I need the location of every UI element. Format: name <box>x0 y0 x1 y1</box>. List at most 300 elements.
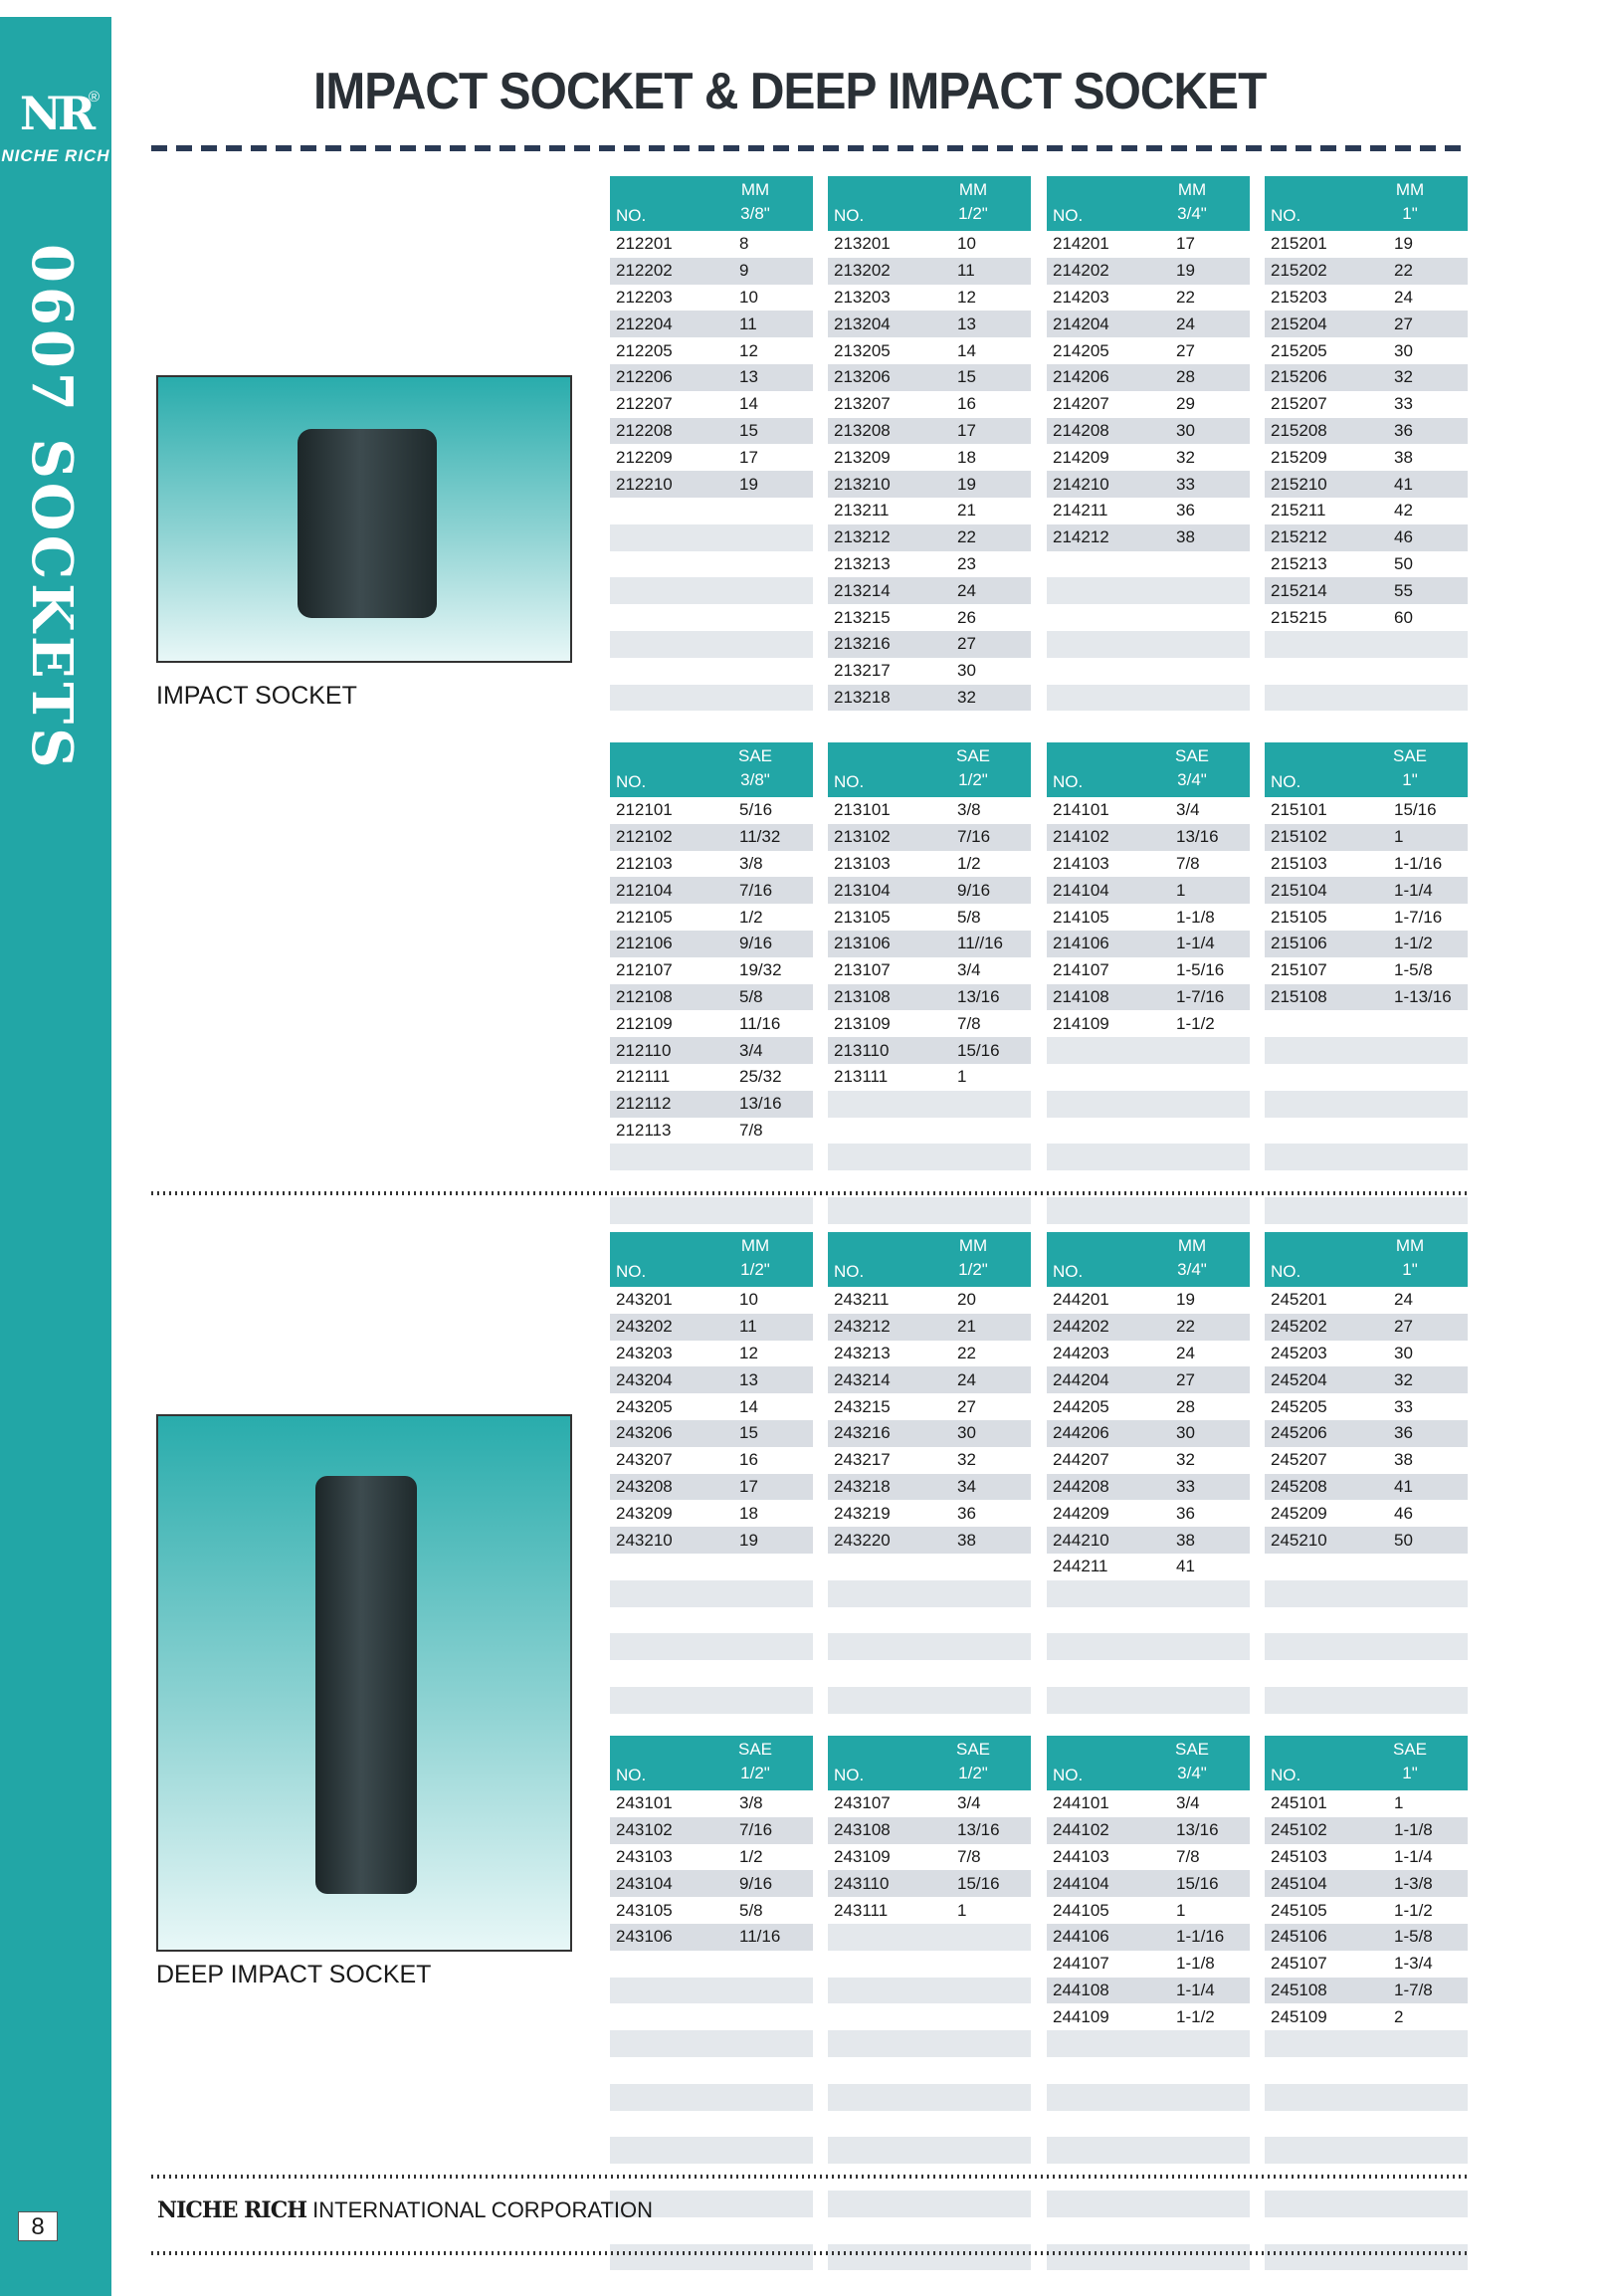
table-row <box>610 2084 813 2111</box>
part-number: 213215 <box>834 607 891 627</box>
socket-size: 17 <box>739 1476 758 1496</box>
table-row <box>610 2057 813 2084</box>
table-row <box>828 471 1031 498</box>
part-number: 215104 <box>1271 880 1327 900</box>
drive-size-label: 1" <box>1402 770 1418 789</box>
unit-label: SAE <box>1174 1740 1210 1759</box>
impact-socket-photo <box>156 375 572 663</box>
part-number: 213214 <box>834 580 891 600</box>
part-number: 215205 <box>1271 340 1327 360</box>
socket-size: 1-1/4 <box>1394 1846 1433 1866</box>
table-row <box>1047 285 1250 312</box>
table-row <box>610 1870 813 1897</box>
unit-label: SAE <box>955 746 991 765</box>
part-number: 243217 <box>834 1450 891 1470</box>
part-number: 244101 <box>1053 1793 1109 1813</box>
table-header <box>828 176 1031 231</box>
table-row <box>1265 984 1468 1011</box>
part-number: 245108 <box>1271 1980 1327 1999</box>
spec-table <box>610 742 813 1224</box>
table-row <box>828 1978 1031 2004</box>
socket-size: 32 <box>1394 1369 1413 1389</box>
spec-table <box>1265 1736 1468 2270</box>
table-row <box>828 1607 1031 1634</box>
socket-size: 1-1/8 <box>1176 907 1215 927</box>
table-row <box>828 984 1031 1011</box>
table-row <box>1047 1978 1250 2004</box>
table-row <box>828 1817 1031 1844</box>
table-header <box>610 1232 813 1287</box>
table-row <box>828 1660 1031 1687</box>
socket-size: 19 <box>1176 1290 1195 1310</box>
table-row <box>1047 1144 1250 1170</box>
part-number: 244102 <box>1053 1820 1109 1840</box>
part-number: 213217 <box>834 661 891 681</box>
table-row <box>828 1897 1031 1924</box>
socket-size: 38 <box>1176 527 1195 547</box>
table-row <box>610 1844 813 1871</box>
socket-size: 9 <box>739 261 749 281</box>
table-row <box>828 824 1031 851</box>
table-row <box>610 418 813 445</box>
socket-size: 13/16 <box>739 1094 782 1114</box>
table-row <box>1047 471 1250 498</box>
table-row <box>828 1474 1031 1501</box>
socket-size: 24 <box>957 1369 976 1389</box>
unit-label: MM <box>958 180 988 199</box>
part-number: 245204 <box>1271 1369 1327 1389</box>
part-number: 214101 <box>1053 800 1109 820</box>
table-row <box>1047 1687 1250 1714</box>
socket-size: 17 <box>1176 234 1195 254</box>
part-number: 214208 <box>1053 420 1109 440</box>
part-number: 243106 <box>616 1927 673 1947</box>
table-row <box>1047 824 1250 851</box>
unit-label: MM <box>958 1236 988 1255</box>
socket-size: 30 <box>1394 340 1413 360</box>
part-number: 215207 <box>1271 394 1327 414</box>
table-row <box>1265 1420 1468 1447</box>
table-row <box>1265 604 1468 631</box>
table-row <box>828 2111 1031 2138</box>
table-row <box>610 258 813 285</box>
table-row <box>1047 231 1250 258</box>
table-row <box>610 498 813 524</box>
table-row <box>1265 524 1468 551</box>
part-number: 213101 <box>834 800 891 820</box>
table-row <box>828 1447 1031 1474</box>
number-column-label: NO. <box>834 1262 865 1281</box>
part-number: 213104 <box>834 880 891 900</box>
part-number: 244203 <box>1053 1343 1109 1362</box>
table-row <box>610 2244 813 2271</box>
table-row <box>1265 1447 1468 1474</box>
table-row <box>828 1633 1031 1660</box>
table-row <box>1047 1580 1250 1607</box>
table-row <box>1047 2057 1250 2084</box>
spec-table <box>610 1232 813 1714</box>
table-row <box>1265 258 1468 285</box>
table-row <box>828 1393 1031 1420</box>
socket-size: 21 <box>957 501 976 521</box>
number-column-label: NO. <box>616 206 647 225</box>
table-row <box>610 1393 813 1420</box>
part-number: 214205 <box>1053 340 1109 360</box>
table-row <box>1047 1607 1250 1634</box>
table-row <box>1265 1500 1468 1527</box>
socket-size: 10 <box>739 287 758 307</box>
part-number: 213212 <box>834 527 891 547</box>
table-row <box>1047 1870 1250 1897</box>
socket-size: 15 <box>739 1423 758 1443</box>
table-header <box>1047 1736 1250 1790</box>
socket-size: 27 <box>957 1396 976 1416</box>
part-number: 245106 <box>1271 1927 1327 1947</box>
socket-size: 8 <box>739 234 749 254</box>
table-row <box>1047 577 1250 604</box>
table-row <box>1047 2030 1250 2057</box>
drive-size-label: 1/2" <box>958 770 988 789</box>
table-row <box>610 364 813 391</box>
table-row <box>1265 231 1468 258</box>
socket-size: 50 <box>1394 553 1413 573</box>
part-number: 213110 <box>834 1040 890 1060</box>
part-number: 214212 <box>1053 527 1109 547</box>
table-row <box>1265 904 1468 931</box>
drive-size-label: 1" <box>1402 1764 1418 1782</box>
socket-size: 38 <box>1394 1450 1413 1470</box>
socket-size: 1-5/16 <box>1176 960 1225 980</box>
table-row <box>828 1554 1031 1580</box>
part-number: 214102 <box>1053 827 1109 847</box>
table-row <box>1265 1118 1468 1145</box>
socket-size: 1-1/8 <box>1394 1820 1433 1840</box>
number-column-label: NO. <box>1053 1262 1084 1281</box>
table-row <box>828 1790 1031 1817</box>
socket-size: 11/32 <box>739 827 781 847</box>
title-divider <box>151 145 1468 151</box>
table-row <box>828 1170 1031 1197</box>
table-row <box>828 1580 1031 1607</box>
number-column-label: NO. <box>1053 772 1084 791</box>
socket-size: 11//16 <box>957 934 1004 953</box>
socket-size: 27 <box>957 634 976 654</box>
table-row <box>1265 1144 1468 1170</box>
part-number: 243212 <box>834 1317 891 1337</box>
part-number: 212208 <box>616 420 673 440</box>
table-row <box>828 1118 1031 1145</box>
socket-size: 7/8 <box>1176 1846 1200 1866</box>
table-row <box>610 877 813 904</box>
drive-size-label: 1/2" <box>958 204 988 223</box>
table-row <box>828 1844 1031 1871</box>
part-number: 243219 <box>834 1503 891 1523</box>
table-row <box>1265 577 1468 604</box>
table-row <box>1265 1951 1468 1978</box>
socket-size: 12 <box>957 287 976 307</box>
table-row <box>1265 1607 1468 1634</box>
socket-size: 5/8 <box>739 1900 763 1920</box>
part-number: 212209 <box>616 447 673 467</box>
table-row <box>1047 1660 1250 1687</box>
table-row <box>610 1527 813 1554</box>
socket-size: 32 <box>1176 447 1195 467</box>
table-row <box>610 1037 813 1064</box>
number-column-label: NO. <box>1053 206 1084 225</box>
part-number: 244208 <box>1053 1476 1109 1496</box>
socket-size: 20 <box>957 1290 976 1310</box>
table-row <box>1265 1341 1468 1367</box>
table-row <box>1047 957 1250 984</box>
part-number: 215202 <box>1271 261 1327 281</box>
part-number: 243105 <box>616 1900 673 1920</box>
socket-size: 3/4 <box>1176 800 1200 820</box>
table-row <box>610 604 813 631</box>
table-row <box>1265 2191 1468 2217</box>
footer-divider-bottom <box>151 2251 1468 2255</box>
number-column-label: NO. <box>616 1262 647 1281</box>
table-row <box>828 931 1031 957</box>
table-row <box>1047 524 1250 551</box>
table-row <box>1047 1924 1250 1951</box>
socket-size: 50 <box>1394 1530 1413 1550</box>
part-number: 214211 <box>1053 501 1108 521</box>
part-number: 243109 <box>834 1846 891 1866</box>
table-row <box>610 2137 813 2164</box>
table-row <box>1265 685 1468 712</box>
socket-size: 22 <box>1176 1317 1195 1337</box>
table-row <box>1047 258 1250 285</box>
table-row <box>610 1897 813 1924</box>
table-row <box>828 1091 1031 1118</box>
table-row <box>610 1580 813 1607</box>
table-row <box>1047 877 1250 904</box>
part-number: 244209 <box>1053 1503 1109 1523</box>
part-number: 244105 <box>1053 1900 1109 1920</box>
socket-size: 12 <box>739 340 758 360</box>
table-row <box>610 1554 813 1580</box>
table-row <box>610 391 813 418</box>
socket-size: 12 <box>739 1343 758 1362</box>
table-row <box>1265 1554 1468 1580</box>
table-header <box>828 742 1031 797</box>
table-row <box>1047 364 1250 391</box>
socket-size: 42 <box>1394 501 1413 521</box>
spec-table <box>610 1736 813 2270</box>
table-row <box>1047 1897 1250 1924</box>
table-row <box>610 685 813 712</box>
part-number: 212205 <box>616 340 673 360</box>
table-row <box>1047 2191 1250 2217</box>
part-number: 213204 <box>834 313 891 333</box>
footer-company-rest: INTERNATIONAL CORPORATION <box>312 2197 653 2222</box>
part-number: 212203 <box>616 287 673 307</box>
part-number: 243202 <box>616 1317 673 1337</box>
table-row <box>610 1420 813 1447</box>
socket-size: 33 <box>1176 1476 1195 1496</box>
table-row <box>1265 1527 1468 1554</box>
part-number: 243111 <box>834 1900 889 1920</box>
socket-size: 1 <box>1176 1900 1186 1920</box>
socket-size: 18 <box>957 447 976 467</box>
impact-socket-caption: IMPACT SOCKET <box>156 682 357 710</box>
page-title: IMPACT SOCKET & DEEP IMPACT SOCKET <box>313 63 1267 120</box>
part-number: 243102 <box>616 1820 673 1840</box>
part-number: 243213 <box>834 1343 891 1362</box>
socket-size: 19 <box>957 474 976 494</box>
part-number: 213213 <box>834 553 891 573</box>
part-number: 243209 <box>616 1503 673 1523</box>
table-row <box>828 391 1031 418</box>
part-number: 243210 <box>616 1530 673 1550</box>
table-row <box>828 685 1031 712</box>
socket-size: 15/16 <box>957 1040 1000 1060</box>
part-number: 243110 <box>834 1873 890 1893</box>
table-row <box>1047 1341 1250 1367</box>
part-number: 213201 <box>834 234 891 254</box>
number-column-label: NO. <box>1053 1766 1084 1784</box>
socket-size: 36 <box>1394 1423 1413 1443</box>
part-number: 243206 <box>616 1423 673 1443</box>
part-number: 244109 <box>1053 2006 1109 2026</box>
socket-size: 1/2 <box>739 907 763 927</box>
socket-size: 55 <box>1394 580 1413 600</box>
part-number: 215107 <box>1271 960 1327 980</box>
part-number: 213106 <box>834 934 891 953</box>
socket-size: 30 <box>1394 1343 1413 1362</box>
part-number: 213209 <box>834 447 891 467</box>
table-row <box>1265 2137 1468 2164</box>
table-row <box>610 1951 813 1978</box>
table-row <box>1265 285 1468 312</box>
table-row <box>1047 1366 1250 1393</box>
socket-size: 32 <box>957 687 976 707</box>
part-number: 214203 <box>1053 287 1109 307</box>
socket-size: 3/4 <box>957 960 981 980</box>
unit-label: SAE <box>737 746 773 765</box>
socket-size: 7/8 <box>957 1846 981 1866</box>
socket-size: 15 <box>957 367 976 387</box>
part-number: 214206 <box>1053 367 1109 387</box>
table-row <box>610 1287 813 1314</box>
unit-label: SAE <box>737 1740 773 1759</box>
socket-size: 41 <box>1394 474 1413 494</box>
unit-label: MM <box>1177 180 1207 199</box>
table-row <box>1047 2003 1250 2030</box>
socket-size: 1-3/8 <box>1394 1873 1433 1893</box>
table-row <box>1265 551 1468 578</box>
socket-size: 27 <box>1176 1369 1195 1389</box>
table-row <box>610 851 813 878</box>
part-number: 244106 <box>1053 1927 1109 1947</box>
part-number: 245206 <box>1271 1423 1327 1443</box>
socket-size: 1-7/8 <box>1394 1980 1433 1999</box>
part-number: 212113 <box>616 1120 672 1140</box>
drive-size-label: 1/2" <box>740 1260 770 1279</box>
socket-size: 3/8 <box>739 853 763 873</box>
table-row <box>1265 2111 1468 2138</box>
socket-size: 13 <box>739 1369 758 1389</box>
socket-size: 11 <box>957 261 975 281</box>
page-number: 8 <box>18 2211 58 2241</box>
table-row <box>828 2084 1031 2111</box>
part-number: 243218 <box>834 1476 891 1496</box>
spec-table <box>1047 1232 1250 1714</box>
part-number: 245107 <box>1271 1954 1327 1974</box>
part-number: 213111 <box>834 1067 889 1087</box>
table-row <box>828 498 1031 524</box>
table-row <box>1047 498 1250 524</box>
table-row <box>1265 2030 1468 2057</box>
table-row <box>828 1870 1031 1897</box>
spec-table <box>1265 1232 1468 1714</box>
part-number: 213107 <box>834 960 891 980</box>
table-row <box>828 2217 1031 2244</box>
table-row <box>610 577 813 604</box>
socket-size: 13/16 <box>1176 827 1219 847</box>
table-row <box>610 1118 813 1145</box>
socket-size: 14 <box>739 394 758 414</box>
socket-size: 38 <box>1394 447 1413 467</box>
table-row <box>1047 1817 1250 1844</box>
socket-size: 1-1/4 <box>1176 1980 1215 1999</box>
table-row <box>610 337 813 364</box>
socket-size: 32 <box>1394 367 1413 387</box>
unit-label: SAE <box>955 1740 991 1759</box>
socket-size: 7/16 <box>739 1820 773 1840</box>
socket-size: 32 <box>957 1450 976 1470</box>
table-row <box>1047 1474 1250 1501</box>
number-column-label: NO. <box>616 772 647 791</box>
number-column-label: NO. <box>616 1766 647 1784</box>
part-number: 212108 <box>616 986 673 1006</box>
socket-size: 38 <box>1176 1530 1195 1550</box>
socket-size: 15/16 <box>957 1873 1000 1893</box>
table-row <box>610 957 813 984</box>
part-number: 245202 <box>1271 1317 1327 1337</box>
table-row <box>1265 1037 1468 1064</box>
table-row <box>1047 311 1250 337</box>
unit-label: SAE <box>1392 746 1428 765</box>
part-number: 243215 <box>834 1396 891 1416</box>
socket-size: 33 <box>1394 1396 1413 1416</box>
part-number: 212207 <box>616 394 673 414</box>
section-label: 0607 SOCKETS <box>19 244 85 772</box>
part-number: 214201 <box>1053 234 1109 254</box>
part-number: 212201 <box>616 234 673 254</box>
part-number: 215103 <box>1271 853 1327 873</box>
table-row <box>1265 1091 1468 1118</box>
socket-size: 3/4 <box>957 1793 981 1813</box>
table-row <box>610 1197 813 1224</box>
socket-size: 19 <box>1394 234 1413 254</box>
table-row <box>1265 1924 1468 1951</box>
part-number: 244205 <box>1053 1396 1109 1416</box>
table-header <box>1265 1232 1468 1287</box>
socket-size: 17 <box>739 447 758 467</box>
table-row <box>1047 1500 1250 1527</box>
socket-size: 13 <box>739 367 758 387</box>
socket-size: 1 <box>1394 827 1404 847</box>
table-row <box>1047 1527 1250 1554</box>
table-row <box>1047 2084 1250 2111</box>
table-row <box>610 231 813 258</box>
drive-size-label: 1" <box>1402 204 1418 223</box>
table-row <box>828 311 1031 337</box>
socket-size: 41 <box>1394 1476 1413 1496</box>
table-row <box>610 984 813 1011</box>
table-row <box>828 1314 1031 1341</box>
